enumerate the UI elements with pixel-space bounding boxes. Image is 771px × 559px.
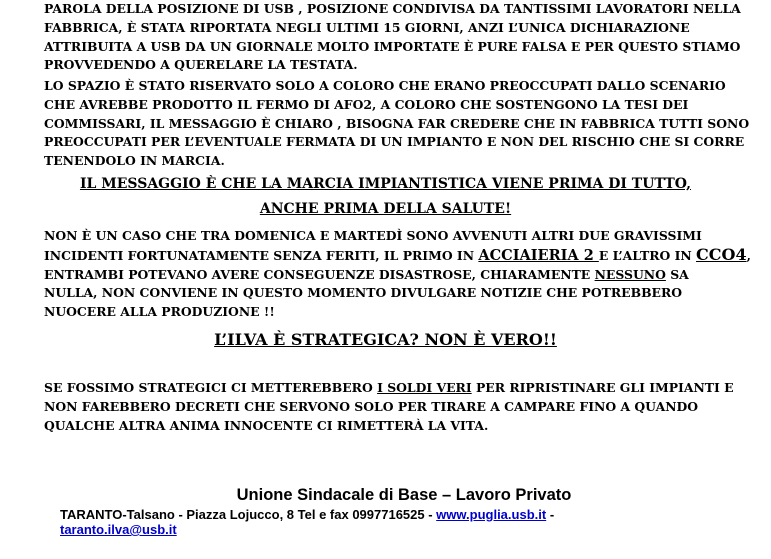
text-line: QUALCHE ALTRA ANIMA INNOCENTE CI RIMETTERÀ LA VITA. <box>44 417 489 433</box>
text-line: PREOCCUPATI PER L’EVENTUALE FERMATA DI UN IMPIANTO E NON DEL RISCHIO CHE SI CORRE <box>44 134 745 150</box>
text-segment: INCIDENTI FORTUNATAMENTE SENZA FERITI, IL PRIMO IN <box>44 247 479 263</box>
headline-strategic: L’ILVA È STRATEGICA? NON È VERO!! <box>214 330 557 349</box>
paragraph-usb-position <box>44 0 749 75</box>
headline-message: IL MESSAGGIO È CHE LA MARCIA IMPIANTISTICA VIENE PRIMA DI TUTTO, <box>79 176 692 192</box>
text-line: NUOCERE ALLA PRODUZIONE !! <box>44 304 275 320</box>
paragraph-space-reserved <box>44 77 749 171</box>
cco4-text: CCO4 <box>696 244 747 264</box>
text-line: FABBRICA, È STATA RIPORTATA NEGLI ULTIMI 15 GIORNI, ANZI L’UNICA DICHIARAZIONE <box>44 19 690 35</box>
soldi-veri-text: I SOLDI VERI <box>377 380 472 395</box>
footer-title: Unione Sindacale di Base – Lavoro Privato <box>236 486 572 504</box>
text-line: CHE AVREBBE PRODOTTO IL FERMO DI AFO2, A COLORO CHE SOSTENGONO LA TESI DEI <box>44 96 689 112</box>
text-line <box>44 246 749 266</box>
nessuno-text: NESSUNO <box>594 266 666 282</box>
text-segment: PER RIPRISTINARE GLI IMPIANTI E <box>471 380 734 395</box>
text-line: NULLA, NON CONVIENE IN QUESTO MOMENTO DIVULGARE NOTIZIE CHE POTREBBERO <box>44 285 683 301</box>
text-line: NON FAREBBERO DECRETI CHE SERVONO SOLO PER TIRARE A CAMPARE FINO A QUANDO <box>44 398 699 414</box>
text-segment: - <box>546 507 555 522</box>
text-segment: E L’ALTRO IN <box>598 247 697 263</box>
text-segment: SE FOSSIMO STRATEGICI CI METTEREBBERO <box>44 380 378 395</box>
text-line: ATTRIBUITA A USB DA UN GIORNALE MOLTO IMPORTATE È PURE FALSA E PER QUESTO STIAMO <box>44 38 741 54</box>
paragraph-strategic <box>44 379 749 435</box>
text-line: NON È UN CASO CHE TRA DOMENICA E MARTEDÌ SONO AVVENUTI ALTRI DUE GRAVISSIMI <box>44 228 702 243</box>
address-text: TARANTO-Talsano - Piazza Lojucco, 8 Tel e fax 0997716525 - <box>60 507 437 522</box>
paragraph-incidents <box>44 227 749 322</box>
text-line: LO SPAZIO È STATO RISERVATO SOLO A COLORO CHE ERANO PREOCCUPATI DALLO SCENARIO <box>44 78 726 93</box>
email-link[interactable]: taranto.ilva@usb.it <box>60 522 177 537</box>
text-segment: ENTRAMBI POTEVANO AVERE CONSEGUENZE DISASTROSE, CHIARAMENTE <box>44 266 595 282</box>
website-link[interactable]: www.puglia.usb.it <box>436 507 547 522</box>
text-line: PAROLA DELLA POSIZIONE DI USB , POSIZIONE CONDIVISA DA TANTISSIMI LAVORATORI NELLA <box>44 1 741 16</box>
text-line: TENENDOLO IN MARCIA. <box>44 153 225 169</box>
text-segment: SA <box>665 266 689 282</box>
footer-address <box>60 507 554 522</box>
acciaieria-text: ACCIAIERIA 2 <box>478 246 599 264</box>
text-line <box>44 379 749 398</box>
footer-email <box>60 522 177 537</box>
text-line: COMMISSARI, IL MESSAGGIO È CHIARO , BISOGNA FAR CREDERE CHE IN FABBRICA TUTTI SONO <box>44 115 750 131</box>
headline-health: ANCHE PRIMA DELLA SALUTE! <box>259 201 512 217</box>
text-line <box>44 266 749 285</box>
text-line: PROVVEDENDO A QUERELARE LA TESTATA. <box>44 57 358 73</box>
text-segment: , <box>746 247 751 263</box>
